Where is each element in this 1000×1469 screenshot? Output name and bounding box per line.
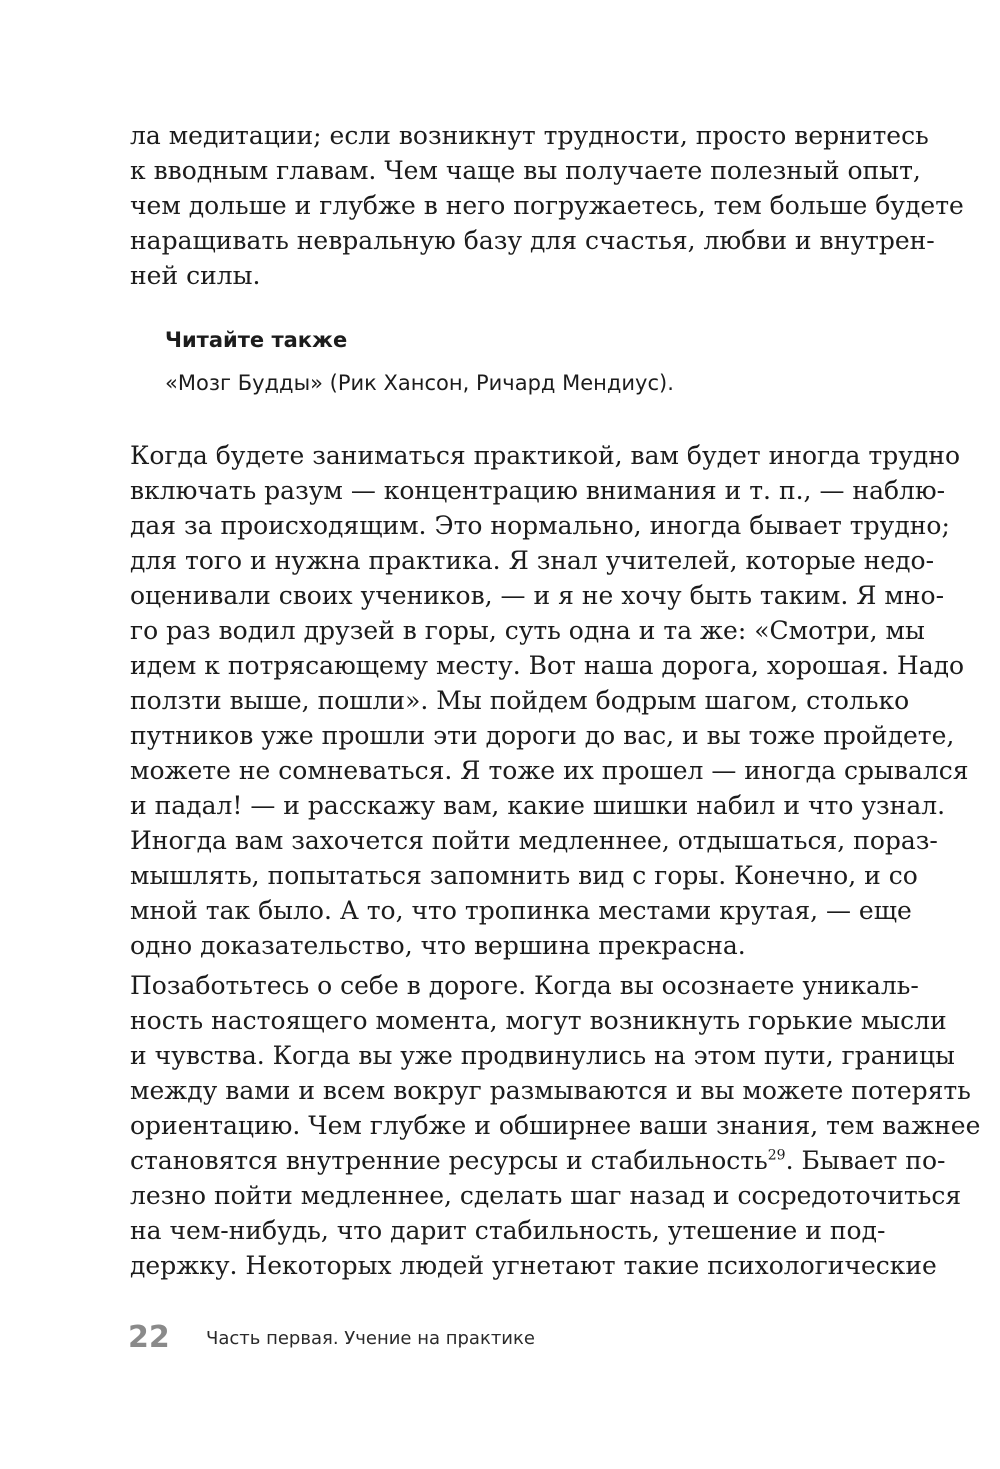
text-line: оценивали своих учеников, — и я не хочу быть таким. Я мно- (130, 581, 945, 610)
text-line: одно доказательство, что вершина прекрасна. (130, 931, 746, 960)
paragraph-practice (130, 438, 969, 963)
paragraph-self-care (130, 968, 981, 1283)
text-segment: . Бывает по- (785, 1146, 946, 1175)
text-line-with-footnote (130, 1143, 946, 1178)
text-line: мной так было. А то, что тропинка местами крутая, — еще (130, 896, 912, 925)
text-line: ла медитации; если возникнут трудности, просто вернитесь (130, 121, 929, 150)
text-line: Позаботьтесь о себе в дороге. Когда вы осознаете уникаль- (130, 971, 919, 1000)
text-line: го раз водил друзей в горы, суть одна и та же: «Смотри, мы (130, 616, 925, 645)
text-line: дая за происходящим. Это нормально, иногда бывает трудно; (130, 511, 950, 540)
text-line: можете не сомневаться. Я тоже их прошел — иногда срывался (130, 756, 969, 785)
text-line: лезно пойти медленнее, сделать шаг назад и сосредоточиться (130, 1181, 962, 1210)
text-segment: становятся внутренние ресурсы и стабильность (130, 1146, 768, 1175)
text-line: и падал! — и расскажу вам, какие шишки набил и что узнал. (130, 791, 946, 820)
text-line: путников уже прошли эти дороги до вас, и вы тоже пройдете, (130, 721, 955, 750)
text-line: держку. Некоторых людей угнетают такие психологические (130, 1251, 937, 1280)
text-line: на чем-нибудь, что дарит стабильность, утешение и под- (130, 1216, 886, 1245)
page-number: 22 (128, 1320, 170, 1355)
text-line: к вводным главам. Чем чаще вы получаете полезный опыт, (130, 156, 921, 185)
text-line: Когда будете заниматься практикой, вам будет иногда трудно (130, 441, 961, 470)
running-title: Часть первая. Учение на практике (206, 1328, 535, 1349)
text-line: Иногда вам захочется пойти медленнее, отдышаться, пораз- (130, 826, 938, 855)
text-line: чем дольше и глубже в него погружаетесь, тем больше будете (130, 191, 964, 220)
text-line: наращивать невральную базу для счастья, любви и внутрен- (130, 226, 935, 255)
text-line: между вами и всем вокруг размываются и вы можете потерять (130, 1076, 971, 1105)
text-line: ность настоящего момента, могут возникнуть горькие мысли (130, 1006, 947, 1035)
see-also-heading: Читайте также (165, 328, 348, 352)
see-also-reference: «Мозг Будды» (Рик Хансон, Ричард Мендиус). (165, 371, 674, 395)
text-line: ползти выше, пошли». Мы пойдем бодрым шагом, столько (130, 686, 910, 715)
text-line: включать разум — концентрацию внимания и т. п., — наблю- (130, 476, 946, 505)
text-line: мышлять, попытаться запомнить вид с горы. Конечно, и со (130, 861, 918, 890)
text-line: и чувства. Когда вы уже продвинулись на этом пути, границы (130, 1041, 955, 1070)
text-line: ней силы. (130, 261, 261, 290)
text-line: ориентацию. Чем глубже и обширнее ваши знания, тем важнее (130, 1111, 981, 1140)
footnote-reference[interactable]: 29 (767, 1147, 786, 1164)
text-line: для того и нужна практика. Я знал учителей, которые недо- (130, 546, 935, 575)
paragraph-continued (130, 118, 964, 293)
text-line: идем к потрясающему месту. Вот наша дорога, хорошая. Надо (130, 651, 965, 680)
